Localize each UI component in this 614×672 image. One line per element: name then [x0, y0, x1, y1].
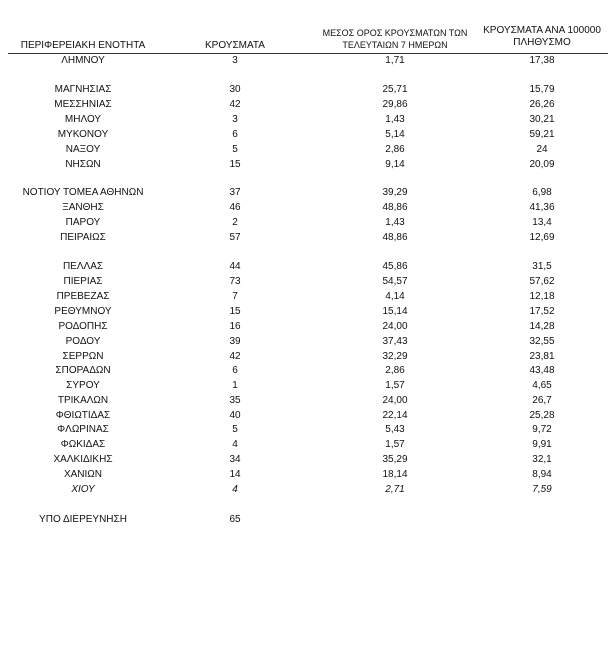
table-row	[0, 512, 614, 527]
cell-per-100k: 30,21	[529, 114, 555, 125]
cell-avg: 4,14	[385, 291, 405, 302]
cell-avg: 1,57	[385, 380, 405, 391]
cell-region: ΛΗΜΝΟΥ	[61, 55, 105, 66]
cell-cases: 14	[229, 469, 241, 480]
table-row	[0, 289, 614, 304]
table-row	[0, 53, 614, 68]
cell-cases: 6	[232, 129, 238, 140]
table-row	[0, 437, 614, 452]
table-row	[0, 304, 614, 319]
cell-per-100k: 17,38	[529, 55, 555, 66]
table-row	[0, 393, 614, 408]
cell-cases: 5	[232, 144, 238, 155]
table-row	[0, 408, 614, 423]
cell-region: ΠΕΙΡΑΙΩΣ	[60, 232, 106, 243]
table-row	[0, 82, 614, 97]
cell-per-100k: 17,52	[529, 306, 555, 317]
cell-region: ΞΑΝΘΗΣ	[62, 202, 104, 213]
cell-cases: 2	[232, 217, 238, 228]
cell-region: ΧΙΟΥ	[71, 484, 95, 495]
cell-per-100k: 59,21	[529, 129, 555, 140]
cell-per-100k: 26,7	[532, 395, 552, 406]
cell-avg: 39,29	[382, 187, 408, 198]
cell-avg: 37,43	[382, 336, 408, 347]
cell-per-100k: 7,59	[532, 484, 552, 495]
header-per-100k	[462, 25, 614, 49]
cell-region: ΠΑΡΟΥ	[65, 217, 101, 228]
cell-region: ΝΑΞΟΥ	[65, 144, 101, 155]
cell-avg: 24,00	[382, 321, 408, 332]
cell-region: ΠΡΕΒΕΖΑΣ	[56, 291, 110, 302]
cell-cases: 5	[232, 424, 238, 435]
cell-avg: 22,14	[382, 410, 408, 421]
cell-avg: 9,14	[385, 159, 405, 170]
table-row	[0, 157, 614, 172]
cell-avg: 48,86	[382, 232, 408, 243]
cell-region: ΜΗΛΟΥ	[64, 114, 102, 125]
cell-cases: 65	[229, 514, 241, 525]
cell-per-100k: 13,4	[532, 217, 552, 228]
cell-avg: 54,57	[382, 276, 408, 287]
cell-per-100k: 24	[536, 144, 548, 155]
table-row	[0, 200, 614, 215]
header-avg	[305, 27, 485, 51]
cell-cases: 42	[229, 99, 241, 110]
cell-cases: 15	[229, 306, 241, 317]
cell-avg: 2,86	[385, 144, 405, 155]
table-row	[0, 142, 614, 157]
cell-region: ΤΡΙΚΑΛΩΝ	[57, 395, 109, 406]
table-row	[0, 482, 614, 497]
cell-cases: 4	[232, 484, 238, 495]
header-avg-line1: ΜΕΣΟΣ ΟΡΟΣ ΚΡΟΥΣΜΑΤΩΝ ΤΩΝ	[322, 28, 468, 38]
cell-avg: 48,86	[382, 202, 408, 213]
cell-region: ΜΑΓΝΗΣΙΑΣ	[54, 84, 112, 95]
cell-avg: 5,14	[385, 129, 405, 140]
table-row	[0, 127, 614, 142]
table-row	[0, 259, 614, 274]
header-region: ΠΕΡΙΦΕΡΕΙΑΚΗ ΕΝΟΤΗΤΑ	[20, 40, 146, 51]
cell-per-100k: 20,09	[529, 159, 555, 170]
cell-cases: 40	[229, 410, 241, 421]
cell-region: ΣΠΟΡΑΔΩΝ	[55, 365, 111, 376]
cell-per-100k: 26,26	[529, 99, 555, 110]
cell-per-100k: 9,91	[532, 439, 552, 450]
cell-avg: 18,14	[382, 469, 408, 480]
cell-cases: 44	[229, 261, 241, 272]
cell-cases: 3	[232, 55, 238, 66]
cell-cases: 4	[232, 439, 238, 450]
cell-per-100k: 14,28	[529, 321, 555, 332]
cell-avg: 2,86	[385, 365, 405, 376]
cell-region: ΦΘΙΩΤΙΔΑΣ	[55, 410, 111, 421]
header-cases: ΚΡΟΥΣΜΑΤΑ	[205, 40, 265, 51]
cell-per-100k: 8,94	[532, 469, 552, 480]
cell-avg: 1,57	[385, 439, 405, 450]
table-row	[0, 185, 614, 200]
cell-per-100k: 41,36	[529, 202, 555, 213]
cell-cases: 46	[229, 202, 241, 213]
cell-cases: 57	[229, 232, 241, 243]
cell-cases: 35	[229, 395, 241, 406]
cell-per-100k: 57,62	[529, 276, 555, 287]
cell-per-100k: 9,72	[532, 424, 552, 435]
cell-cases: 39	[229, 336, 241, 347]
cell-per-100k: 15,79	[529, 84, 555, 95]
cell-avg: 2,71	[385, 484, 405, 495]
cell-per-100k: 4,65	[532, 380, 552, 391]
table-row	[0, 349, 614, 364]
header-per-line1: ΚΡΟΥΣΜΑΤΑ ΑΝΑ 100000	[483, 25, 601, 36]
cell-region: ΠΕΛΛΑΣ	[62, 261, 104, 272]
cell-cases: 16	[229, 321, 241, 332]
cell-region: ΡΕΘΥΜΝΟΥ	[54, 306, 112, 317]
cell-avg: 15,14	[382, 306, 408, 317]
table-row	[0, 112, 614, 127]
cell-region: ΧΑΝΙΩΝ	[63, 469, 103, 480]
cell-cases: 3	[232, 114, 238, 125]
table-row	[0, 363, 614, 378]
cell-region: ΝΟΤΙΟΥ ΤΟΜΕΑ ΑΘΗΝΩΝ	[22, 187, 144, 198]
cell-region: ΜΥΚΟΝΟΥ	[57, 129, 109, 140]
cell-region: ΧΑΛΚΙΔΙΚΗΣ	[53, 454, 113, 465]
cell-avg: 32,29	[382, 351, 408, 362]
cell-avg: 1,71	[385, 55, 405, 66]
cell-per-100k: 25,28	[529, 410, 555, 421]
cell-cases: 73	[229, 276, 241, 287]
cell-avg: 29,86	[382, 99, 408, 110]
cell-per-100k: 32,1	[532, 454, 552, 465]
cell-avg: 1,43	[385, 217, 405, 228]
cell-region: ΡΟΔΟΠΗΣ	[58, 321, 108, 332]
cell-cases: 37	[229, 187, 241, 198]
cell-region: ΝΗΣΩΝ	[65, 159, 101, 170]
cell-per-100k: 12,18	[529, 291, 555, 302]
cell-cases: 15	[229, 159, 241, 170]
cell-avg: 25,71	[382, 84, 408, 95]
cell-avg: 24,00	[382, 395, 408, 406]
cell-cases: 42	[229, 351, 241, 362]
cell-avg: 1,43	[385, 114, 405, 125]
table-row	[0, 230, 614, 245]
cell-region: ΦΩΚΙΔΑΣ	[60, 439, 106, 450]
header-per-line2: ΠΛΗΘΥΣΜΟ	[513, 37, 571, 48]
cell-region: ΥΠΟ ΔΙΕΡΕΥΝΗΣΗ	[39, 514, 127, 525]
table-row	[0, 97, 614, 112]
cell-cases: 34	[229, 454, 241, 465]
cell-cases: 6	[232, 365, 238, 376]
cell-cases: 30	[229, 84, 241, 95]
table-row	[0, 274, 614, 289]
cell-region: ΡΟΔΟΥ	[65, 336, 101, 347]
table-row	[0, 378, 614, 393]
cell-avg: 35,29	[382, 454, 408, 465]
table-row	[0, 452, 614, 467]
table-row	[0, 467, 614, 482]
table-row	[0, 422, 614, 437]
cell-region: ΜΕΣΣΗΝΙΑΣ	[54, 99, 112, 110]
cell-region: ΠΙΕΡΙΑΣ	[63, 276, 103, 287]
cell-cases: 1	[232, 380, 238, 391]
cell-per-100k: 23,81	[529, 351, 555, 362]
table-row	[0, 215, 614, 230]
cell-region: ΣΕΡΡΩΝ	[62, 351, 104, 362]
cell-per-100k: 31,5	[532, 261, 552, 272]
cell-per-100k: 6,98	[532, 187, 552, 198]
cell-region: ΦΛΩΡΙΝΑΣ	[57, 424, 109, 435]
cell-region: ΣΥΡΟΥ	[66, 380, 100, 391]
cell-per-100k: 43,48	[529, 365, 555, 376]
cell-per-100k: 12,69	[529, 232, 555, 243]
cell-avg: 45,86	[382, 261, 408, 272]
cell-cases: 7	[232, 291, 238, 302]
cell-per-100k: 32,55	[529, 336, 555, 347]
header-avg-line2: ΤΕΛΕΥΤΑΙΩΝ 7 ΗΜΕΡΩΝ	[342, 40, 448, 50]
cell-avg: 5,43	[385, 424, 405, 435]
table-row	[0, 334, 614, 349]
table-row	[0, 319, 614, 334]
